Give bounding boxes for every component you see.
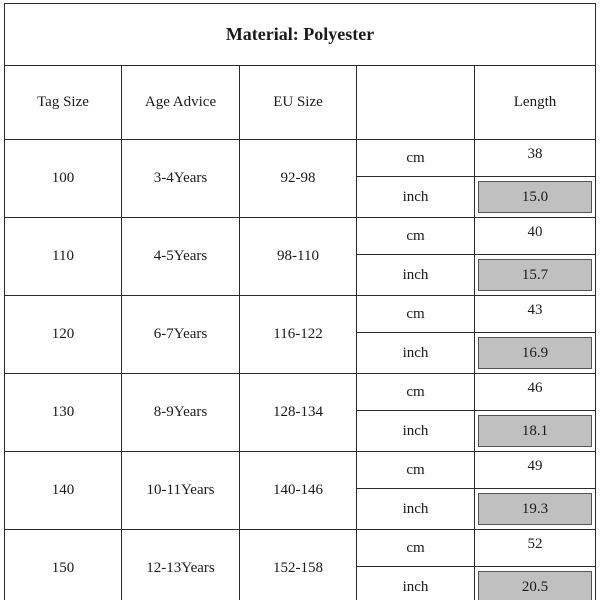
length-inch-value: 20.5: [478, 571, 592, 600]
tag-size-cell: 120: [5, 296, 122, 374]
size-row-cm: [5, 218, 596, 255]
eu-size-cell: 152-158: [240, 530, 357, 600]
length-cm-value: 38: [475, 140, 596, 177]
age-advice-cell: 10-11Years: [122, 452, 240, 530]
size-row-cm: [5, 140, 596, 177]
header-length: Length: [475, 66, 596, 140]
unit-cm-label: cm: [357, 452, 475, 489]
length-cm-value: 52: [475, 530, 596, 567]
material-title: Material: Polyester: [5, 4, 596, 66]
length-inch-value: 15.0: [478, 181, 592, 213]
length-cm-value: 49: [475, 452, 596, 489]
tag-size-cell: 150: [5, 530, 122, 600]
header-age-advice: Age Advice: [122, 66, 240, 140]
length-inch-cell: [475, 489, 596, 530]
tag-size-cell: 130: [5, 374, 122, 452]
length-inch-value: 15.7: [478, 259, 592, 291]
age-advice-cell: 8-9Years: [122, 374, 240, 452]
length-inch-value: 18.1: [478, 415, 592, 447]
unit-inch-label: inch: [357, 177, 475, 218]
unit-inch-label: inch: [357, 333, 475, 374]
eu-size-cell: 128-134: [240, 374, 357, 452]
unit-inch-label: inch: [357, 411, 475, 452]
unit-cm-label: cm: [357, 218, 475, 255]
header-unit: [357, 66, 475, 140]
size-chart-table: [4, 3, 596, 600]
length-inch-cell: [475, 177, 596, 218]
unit-inch-label: inch: [357, 255, 475, 296]
eu-size-cell: 98-110: [240, 218, 357, 296]
size-row-cm: [5, 296, 596, 333]
size-row-cm: [5, 374, 596, 411]
eu-size-cell: 116-122: [240, 296, 357, 374]
unit-inch-label: inch: [357, 489, 475, 530]
eu-size-cell: 140-146: [240, 452, 357, 530]
length-inch-value: 19.3: [478, 493, 592, 525]
tag-size-cell: 100: [5, 140, 122, 218]
length-cm-value: 40: [475, 218, 596, 255]
size-row-cm: [5, 530, 596, 567]
header-tag-size: Tag Size: [5, 66, 122, 140]
length-inch-cell: [475, 411, 596, 452]
header-row: [5, 66, 596, 140]
age-advice-cell: 3-4Years: [122, 140, 240, 218]
length-inch-cell: [475, 567, 596, 600]
eu-size-cell: 92-98: [240, 140, 357, 218]
unit-cm-label: cm: [357, 530, 475, 567]
tag-size-cell: 110: [5, 218, 122, 296]
title-row: [5, 4, 596, 66]
unit-cm-label: cm: [357, 374, 475, 411]
age-advice-cell: 6-7Years: [122, 296, 240, 374]
unit-cm-label: cm: [357, 296, 475, 333]
unit-inch-label: inch: [357, 567, 475, 600]
size-row-cm: [5, 452, 596, 489]
length-cm-value: 43: [475, 296, 596, 333]
length-inch-value: 16.9: [478, 337, 592, 369]
tag-size-cell: 140: [5, 452, 122, 530]
unit-cm-label: cm: [357, 140, 475, 177]
length-inch-cell: [475, 333, 596, 374]
header-eu-size: EU Size: [240, 66, 357, 140]
age-advice-cell: 4-5Years: [122, 218, 240, 296]
age-advice-cell: 12-13Years: [122, 530, 240, 600]
length-cm-value: 46: [475, 374, 596, 411]
length-inch-cell: [475, 255, 596, 296]
